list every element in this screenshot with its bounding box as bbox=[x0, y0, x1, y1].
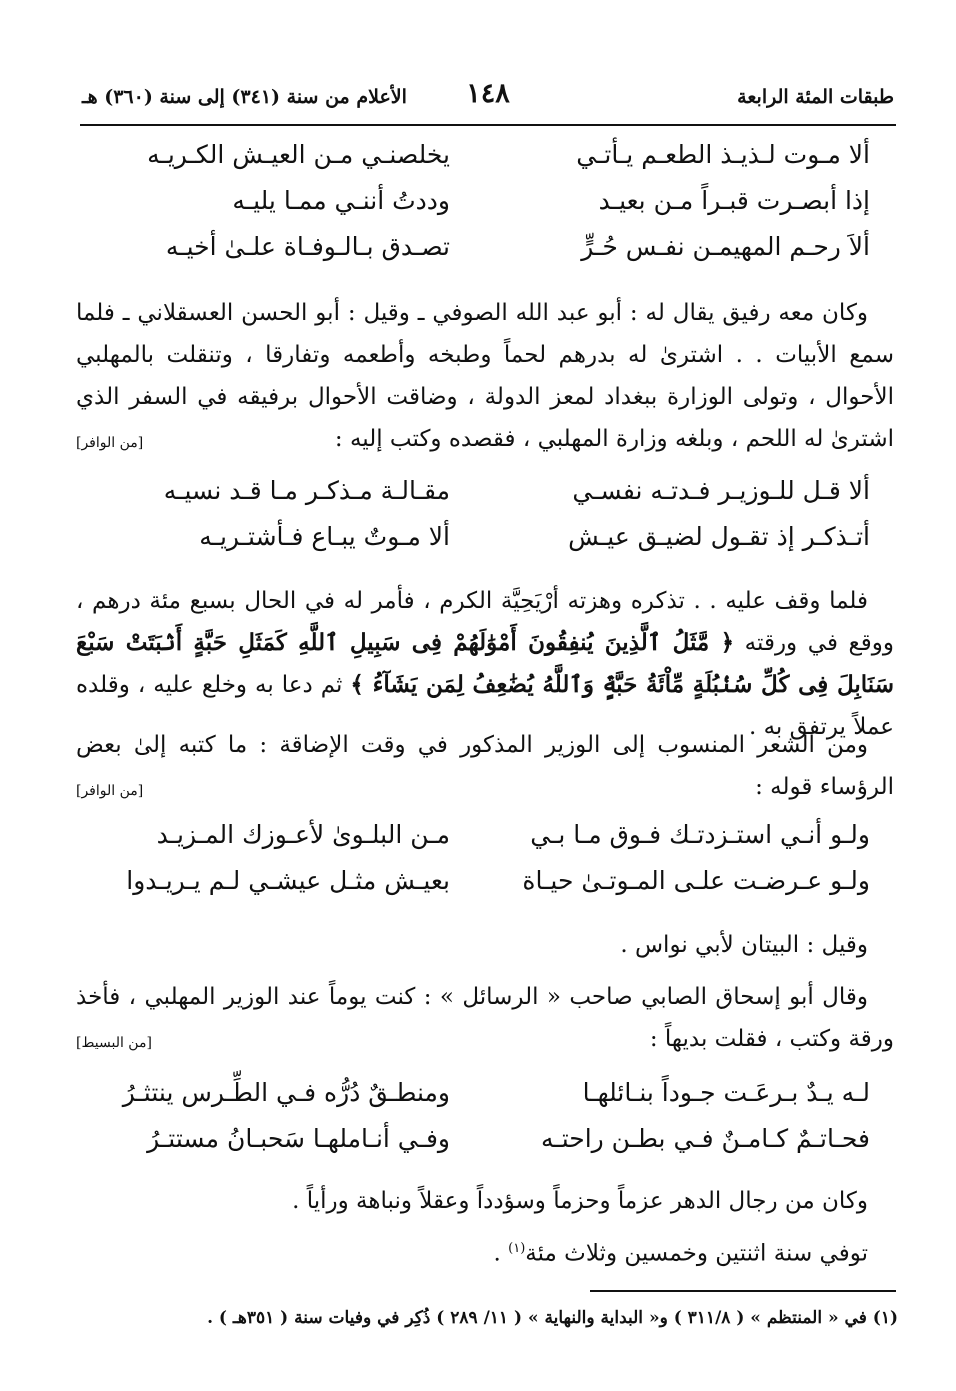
poem4-verse-1 bbox=[100, 1078, 870, 1118]
paragraph-4-text: وقيل : البيتان لأبي نواس . bbox=[620, 932, 868, 958]
poem2-verse-1 bbox=[100, 476, 870, 516]
hemistich-1: ولـو أنـي استـزدتـك فـوق مـا بـي bbox=[530, 820, 870, 849]
footnote-marker[interactable]: (١) bbox=[508, 1241, 526, 1256]
footnote: (١) في « المنتظم » ( ٣١١/٨ ) و« البداية والنهاية » ( ١١/ ٢٨٩ ) ذُكِر في وفيات سنة ( ٣٥١هـ ) . bbox=[207, 1308, 898, 1328]
hemistich-1: أتـذكـر إذ تقـول لضيـق عيـش bbox=[568, 522, 870, 551]
hemistich-2: ألا مـوتٌ يبـاع فـأشتـريـه bbox=[199, 522, 450, 551]
hemistich-1: ألا قـل للـوزيـر فـدتـه نفسـي bbox=[572, 476, 870, 505]
paragraph-5 bbox=[76, 976, 894, 1064]
paragraph-7-text: توفي سنة اثنتين وخمسين وثلاث مئة bbox=[525, 1240, 868, 1267]
hemistich-1: ولـو عـرضـت علـى المـوتـىٰ حيـاة bbox=[522, 866, 870, 895]
meter-label: [من البسيط] bbox=[76, 1035, 152, 1051]
hemistich-2: تصـدق بـالـوفـاة علـىٰ أخيـه bbox=[165, 232, 450, 261]
poem1-verse-1 bbox=[100, 140, 870, 180]
hemistich-1: ألا مـوت لـذيـذ الطعـم يـأتـي bbox=[576, 140, 870, 169]
poem3-verse-2 bbox=[100, 866, 870, 906]
paragraph-7 bbox=[76, 1228, 894, 1275]
meter-label: [من الوافر] bbox=[76, 435, 144, 451]
poem1-verse-3 bbox=[100, 232, 870, 272]
hemistich-2: مـن البلـوىٰ لأعـوزك المـزيـد bbox=[156, 820, 450, 849]
paragraph-1-text: وكان معه رفيق يقال له : أبو عبد الله الصوفي ـ وقيل : أبو الحسن العسقلاني ـ فلما سمع الأبيات . . اشترىٰ له بدرهم لحماً وطبخه وأطعمه وتفارقا ، وتنقلت بالمهلبي الأحوال ، وتولى الوزارة ببغداد لمعز الدولة ، وضاقت الأحوال برفيقه في السفر الذي اشترىٰ له اللحم ، وبلغه وزارة المهلبي ، فقصده وكتب إليه : bbox=[76, 300, 894, 452]
header-book-section: طبقات المئة الرابعة bbox=[737, 86, 894, 108]
paragraph-2-text-a: فلما وقف عليه . . تذكره وهزته أرْيَحِيَّة الكرم ، فأمر له في الحال بسبع مئة درهم ، ووقع في ورقته bbox=[76, 588, 895, 656]
hemistich-2: مقـالـة مـذكـر مـا قـد نسيـه bbox=[163, 476, 450, 505]
hemistich-2: ومنطـقٌ دُرُّه فـي الطِّـرس ينتثـرُ bbox=[122, 1078, 450, 1107]
hemistich-1: لـه يـدٌ بـرعَـت جـوداً بنـائلهـا bbox=[582, 1078, 870, 1107]
paragraph-7-end: . bbox=[493, 1240, 501, 1267]
hemistich-1: إذا أبصـرت قبـراً مـن بعيـد bbox=[598, 186, 870, 215]
hemistich-2: يخلصنـي مـن العيـش الكـريـه bbox=[147, 140, 450, 169]
footnote-rule bbox=[590, 1290, 896, 1292]
hemistich-2: بعيـش مثـل عيشـي لـم يـريـدوا bbox=[126, 866, 450, 895]
quran-quote: ﴿ مَّثَلُ ٱلَّذِينَ يُنفِقُونَ أَمْوَٰلَهُمْ فِى سَبِيلِ ٱللَّهِ كَمَثَلِ حَبَّةٍ أَنۢبَتَتْ سَبْعَ سَنَابِلَ فِى كُلِّ سُنۢبُلَةٍ مِّاْئَةُ حَبَّةٍۢ وَٱللَّهُ يُضَٰعِفُ لِمَن يَشَآءُ ﴾ bbox=[76, 629, 895, 698]
paragraph-2-text-b: ثم دعا به وخلع عليه ، وقلده عملاً يرتفق به . bbox=[76, 672, 894, 740]
page-header bbox=[82, 78, 894, 116]
page-number: ١٤٨ bbox=[466, 78, 510, 109]
poem1-verse-2 bbox=[100, 186, 870, 226]
paragraph-2 bbox=[76, 580, 894, 748]
paragraph-3-text: ومن الشعر المنسوب إلى الوزير المذكور في وقت الإضاقة : ما كتبه إلىٰ بعض الرؤساء قوله : bbox=[76, 732, 894, 800]
paragraph-4 bbox=[76, 924, 894, 966]
paragraph-5-text: وقال أبو إسحاق الصابي صاحب « الرسائل » : كنت يوماً عند الوزير المهلبي ، فأخذ ورقة وكتب ، فقلت بديهاً : bbox=[76, 984, 894, 1052]
header-rule bbox=[80, 124, 896, 126]
meter-label: [من الوافر] bbox=[76, 783, 144, 799]
hemistich-1: ألاَ رحـم المهيمـن نفـس حُـرٍّ bbox=[581, 232, 870, 261]
paragraph-6-text: وكان من رجال الدهر عزماً وحزماً وسؤدداً وعقلاً ونباهة ورأياً . bbox=[292, 1188, 868, 1214]
poem4-verse-2 bbox=[100, 1124, 870, 1164]
paragraph-6 bbox=[76, 1180, 894, 1222]
poem3-verse-1 bbox=[100, 820, 870, 860]
hemistich-2: وفـي أنـاملهـا سَحبـانُ مستتـرُ bbox=[147, 1124, 450, 1153]
hemistich-2: وددتُ أننـي ممـا يليـه bbox=[232, 186, 450, 215]
poem2-verse-2 bbox=[100, 522, 870, 562]
header-range: الأعلام من سنة (٣٤١) إلى سنة (٣٦٠) هـ bbox=[82, 86, 407, 108]
paragraph-3 bbox=[76, 724, 894, 812]
hemistich-1: فحـاتـمٌ كـامـنٌ فـي بطـن راحتـه bbox=[540, 1124, 870, 1153]
paragraph-1 bbox=[76, 292, 894, 464]
